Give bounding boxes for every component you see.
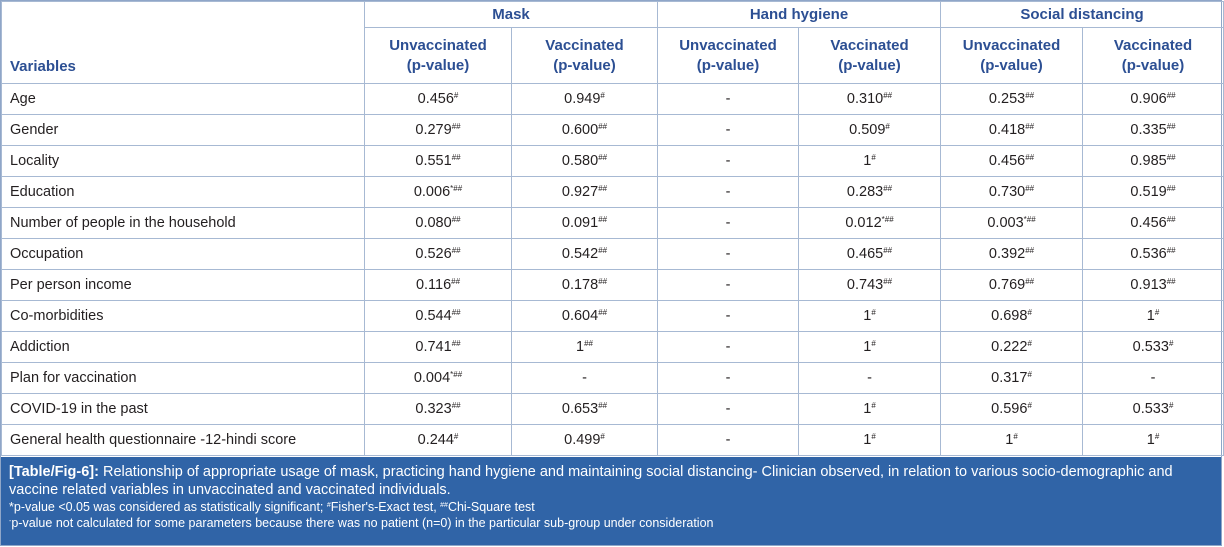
- test-marker: #: [600, 432, 605, 441]
- test-marker: #: [1027, 308, 1032, 317]
- p-value-cell: [941, 332, 1083, 363]
- p-value: 0.509: [849, 122, 886, 138]
- test-marker: ##: [1166, 215, 1176, 224]
- p-value-cell: [799, 177, 941, 208]
- p-value: 0.526: [415, 246, 452, 262]
- p-value-cell: [365, 394, 512, 425]
- p-value: 0.456: [1130, 215, 1167, 231]
- p-value: 0.906: [1130, 91, 1167, 107]
- p-value-cell: [365, 301, 512, 332]
- p-value-cell: [941, 301, 1083, 332]
- p-value-cell: [512, 146, 658, 177]
- table-row: [2, 394, 1224, 425]
- test-marker: #: [1168, 401, 1174, 410]
- subheader-hand-unvaccinated: Unvaccinated (p-value): [658, 28, 799, 84]
- p-value: -: [725, 308, 731, 324]
- p-value: 0.456: [417, 91, 454, 107]
- p-value-cell: [1083, 84, 1224, 115]
- p-value: 0.222: [991, 339, 1028, 355]
- p-value-cell: [658, 270, 799, 301]
- p-value-cell: [941, 394, 1083, 425]
- test-marker: #: [1027, 370, 1032, 379]
- p-value: 0.323: [415, 401, 452, 417]
- p-value-cell: [941, 177, 1083, 208]
- test-marker: ##: [883, 246, 893, 255]
- p-value-cell: [365, 363, 512, 394]
- test-marker: ##: [598, 246, 608, 255]
- p-value: 0.533: [1132, 401, 1169, 417]
- variable-cell: Plan for vaccination: [2, 363, 365, 394]
- p-value-cell: [365, 270, 512, 301]
- test-marker: ##: [598, 277, 608, 286]
- p-value: 0.283: [846, 184, 884, 200]
- p-value-cell: [365, 239, 512, 270]
- table-caption: [1, 457, 1221, 545]
- test-marker: #: [1168, 339, 1174, 348]
- caption-label: [Table/Fig-6]:: [9, 464, 99, 480]
- test-marker: ##: [598, 215, 608, 224]
- p-value-cell: [365, 146, 512, 177]
- test-marker: ##: [1166, 184, 1176, 193]
- p-value: 0.949: [564, 91, 601, 107]
- p-value-cell: [1083, 208, 1224, 239]
- test-marker: ##: [1025, 184, 1035, 193]
- p-value-cell: [658, 146, 799, 177]
- test-marker: ##: [1166, 277, 1176, 286]
- p-value: -: [725, 215, 731, 231]
- footnote-not-calculated: -p-value not calculated for some parameters because there was no patient (n=0) in the particular sub-group under consideration: [9, 516, 714, 530]
- p-value-cell: [512, 301, 658, 332]
- p-value-cell: [365, 332, 512, 363]
- p-value: -: [725, 153, 731, 169]
- p-value-cell: [941, 363, 1083, 394]
- table-row: [2, 239, 1224, 270]
- p-value-cell: [658, 84, 799, 115]
- p-value: -: [725, 91, 731, 107]
- p-value-cell: [512, 239, 658, 270]
- p-value: -: [725, 184, 731, 200]
- subheader-social-vaccinated: Vaccinated (p-value): [1083, 28, 1224, 84]
- variable-cell: COVID-19 in the past: [2, 394, 365, 425]
- test-marker: #: [871, 432, 876, 441]
- p-value: 0.456: [988, 153, 1026, 169]
- p-value: 0.253: [988, 91, 1026, 107]
- caption-text: [9, 463, 1213, 499]
- variable-cell: Education: [2, 177, 365, 208]
- test-marker: #: [871, 308, 876, 317]
- p-value-cell: [1083, 239, 1224, 270]
- p-value: 0.596: [991, 401, 1028, 417]
- p-value: 0.769: [988, 277, 1026, 293]
- p-value: 0.600: [561, 122, 599, 138]
- p-value: 0.536: [1130, 246, 1167, 262]
- p-value-cell: [512, 84, 658, 115]
- table-row: [2, 425, 1224, 456]
- p-value: 0.985: [1130, 153, 1167, 169]
- test-marker: ##: [451, 153, 461, 162]
- test-marker: #: [1027, 401, 1032, 410]
- test-marker: ##: [1025, 153, 1035, 162]
- p-value-cell: [799, 394, 941, 425]
- p-value: 0.743: [846, 277, 884, 293]
- footnote-significance: *p-value <0.05 was considered as statistically significant; #Fisher's-Exact test, ##Chi-Square test: [9, 500, 535, 514]
- test-marker: ##: [1025, 246, 1035, 255]
- group-header-hand-hygiene: Hand hygiene: [658, 2, 941, 28]
- variable-cell: Number of people in the household: [2, 208, 365, 239]
- test-marker: #: [453, 91, 459, 100]
- p-value-cell: [799, 84, 941, 115]
- variable-cell: General health questionnaire -12-hindi score: [2, 425, 365, 456]
- test-marker: #: [871, 153, 876, 162]
- variable-cell: Locality: [2, 146, 365, 177]
- test-marker: #: [885, 122, 890, 131]
- p-value: 0.317: [991, 370, 1028, 386]
- p-value-cell: [658, 425, 799, 456]
- variable-cell: Addiction: [2, 332, 365, 363]
- p-value-cell: [365, 425, 512, 456]
- p-value-cell: [799, 363, 941, 394]
- test-marker: ##: [598, 308, 608, 317]
- p-value-cell: [658, 177, 799, 208]
- p-value-cell: [1083, 115, 1224, 146]
- subheader-mask-vaccinated: Vaccinated (p-value): [512, 28, 658, 84]
- p-value-cell: [658, 239, 799, 270]
- p-value-cell: [1083, 146, 1224, 177]
- p-value-cell: [658, 394, 799, 425]
- p-value: 0.542: [561, 246, 599, 262]
- test-marker: ##: [1166, 91, 1176, 100]
- p-value-cell: [365, 115, 512, 146]
- p-value: 0.244: [417, 432, 454, 448]
- subheader-social-unvaccinated: Unvaccinated (p-value): [941, 28, 1083, 84]
- p-value-cell: [799, 332, 941, 363]
- test-marker: #: [1154, 432, 1160, 441]
- p-value: -: [867, 370, 872, 386]
- test-marker: ##: [1025, 91, 1035, 100]
- p-value-cell: [941, 115, 1083, 146]
- p-value: 0.004: [413, 370, 451, 386]
- p-value: 0.533: [1132, 339, 1169, 355]
- test-marker: ##: [598, 184, 608, 193]
- test-marker: *##: [881, 215, 894, 224]
- p-value-cell: [658, 363, 799, 394]
- p-value: 0.604: [561, 308, 599, 324]
- p-value-cell: [512, 394, 658, 425]
- p-value-cell: [799, 239, 941, 270]
- table-row: [2, 270, 1224, 301]
- variable-cell: Co-morbidities: [2, 301, 365, 332]
- p-value-cell: [658, 301, 799, 332]
- p-value: 0.653: [561, 401, 599, 417]
- p-value: -: [725, 339, 731, 355]
- p-value: -: [1150, 370, 1156, 386]
- test-marker: ##: [883, 91, 893, 100]
- p-value-cell: [941, 84, 1083, 115]
- p-value-cell: [941, 270, 1083, 301]
- p-value: 0.310: [846, 91, 884, 107]
- caption-body: Relationship of appropriate usage of mask, practicing hand hygiene and maintaining social distancing- Clinician observed, in relation to various socio-demographic and vaccine related variables in unvaccinated and vaccinated individuals.: [9, 464, 1173, 498]
- test-marker: ##: [1025, 122, 1035, 131]
- table-row: [2, 84, 1224, 115]
- p-value: 1: [1146, 432, 1155, 448]
- p-value: 0.006: [413, 184, 451, 200]
- p-value: 0.178: [561, 277, 599, 293]
- table-row: [2, 332, 1224, 363]
- group-header-social-distancing: Social distancing: [941, 2, 1224, 28]
- p-value: 1: [863, 401, 872, 417]
- test-marker: ##: [1025, 277, 1035, 286]
- p-value-cell: [1083, 270, 1224, 301]
- table-row: [2, 363, 1224, 394]
- p-value-cell: [512, 332, 658, 363]
- p-value: 0.698: [991, 308, 1028, 324]
- p-value: 1: [863, 153, 872, 169]
- p-value: 0.519: [1130, 184, 1167, 200]
- p-value: 0.003: [987, 215, 1024, 231]
- test-marker: ##: [584, 339, 593, 348]
- p-value: 1: [863, 308, 872, 324]
- p-value: 0.551: [415, 153, 452, 169]
- p-value: 0.544: [415, 308, 452, 324]
- p-value-cell: [658, 115, 799, 146]
- table-body: [2, 84, 1224, 456]
- p-value: -: [582, 370, 587, 386]
- p-value: 0.091: [561, 215, 599, 231]
- p-value: 1: [863, 432, 872, 448]
- p-value: 1: [1005, 432, 1014, 448]
- test-marker: #: [871, 401, 876, 410]
- test-marker: ##: [598, 122, 608, 131]
- p-value: -: [725, 246, 731, 262]
- p-value: 0.012: [845, 215, 882, 231]
- test-marker: ##: [883, 277, 893, 286]
- test-marker: ##: [451, 215, 461, 224]
- p-value: 0.392: [988, 246, 1026, 262]
- p-value-cell: [1083, 177, 1224, 208]
- subheader-mask-unvaccinated: Unvaccinated (p-value): [365, 28, 512, 84]
- p-value: -: [725, 277, 731, 293]
- p-value-cell: [1083, 425, 1224, 456]
- test-marker: ##: [451, 339, 461, 348]
- test-marker: #: [1027, 339, 1032, 348]
- p-value: -: [725, 432, 731, 448]
- variable-cell: Gender: [2, 115, 365, 146]
- test-marker: #: [1013, 432, 1018, 441]
- p-value-cell: [365, 84, 512, 115]
- p-value: 1: [1146, 308, 1155, 324]
- p-value: 0.080: [415, 215, 452, 231]
- variable-cell: Occupation: [2, 239, 365, 270]
- p-value-cell: [658, 208, 799, 239]
- table-row: [2, 208, 1224, 239]
- results-table: [1, 1, 1224, 456]
- p-value-cell: [799, 146, 941, 177]
- p-value: 0.116: [415, 277, 452, 293]
- p-value-cell: [799, 301, 941, 332]
- p-value-cell: [512, 208, 658, 239]
- test-marker: ##: [451, 122, 461, 131]
- p-value: 1: [863, 339, 872, 355]
- p-value-cell: [799, 115, 941, 146]
- table-row: [2, 115, 1224, 146]
- test-marker: ##: [451, 246, 461, 255]
- p-value: 0.335: [1130, 122, 1167, 138]
- p-value-cell: [799, 270, 941, 301]
- p-value: -: [725, 401, 731, 417]
- test-marker: ##: [1166, 122, 1176, 131]
- table-row: [2, 177, 1224, 208]
- p-value-cell: [512, 270, 658, 301]
- p-value-cell: [799, 425, 941, 456]
- test-marker: ##: [1166, 153, 1176, 162]
- p-value-cell: [1083, 394, 1224, 425]
- test-marker: #: [453, 432, 459, 441]
- p-value-cell: [365, 177, 512, 208]
- p-value-cell: [658, 332, 799, 363]
- p-value-cell: [512, 177, 658, 208]
- p-value: 0.913: [1130, 277, 1167, 293]
- test-marker: #: [871, 339, 876, 348]
- table-row: [2, 301, 1224, 332]
- p-value-cell: [941, 425, 1083, 456]
- group-header-row: [2, 2, 1224, 28]
- p-value-cell: [365, 208, 512, 239]
- p-value-cell: [941, 208, 1083, 239]
- test-marker: #: [1154, 308, 1160, 317]
- p-value: 0.279: [415, 122, 452, 138]
- p-value: -: [725, 370, 731, 386]
- p-value: -: [725, 122, 731, 138]
- table-row: [2, 146, 1224, 177]
- p-value-cell: [1083, 332, 1224, 363]
- p-value-cell: [941, 239, 1083, 270]
- test-marker: ##: [451, 401, 461, 410]
- p-value: 1: [576, 339, 585, 355]
- p-value-cell: [941, 146, 1083, 177]
- p-value-cell: [512, 115, 658, 146]
- p-value: 0.730: [988, 184, 1026, 200]
- variable-cell: Per person income: [2, 270, 365, 301]
- test-marker: *##: [450, 184, 463, 193]
- test-marker: ##: [451, 308, 461, 317]
- test-marker: *##: [450, 370, 463, 379]
- test-marker: ##: [598, 153, 608, 162]
- test-marker: *##: [1023, 215, 1036, 224]
- variables-header: Variables: [2, 2, 365, 84]
- group-header-mask: Mask: [365, 2, 658, 28]
- test-marker: ##: [451, 277, 461, 286]
- test-marker: #: [600, 91, 605, 100]
- test-marker: ##: [1166, 246, 1176, 255]
- p-value: 0.741: [415, 339, 452, 355]
- p-value-cell: [799, 208, 941, 239]
- subheader-hand-vaccinated: Vaccinated (p-value): [799, 28, 941, 84]
- p-value: 0.418: [988, 122, 1026, 138]
- p-value-cell: [512, 363, 658, 394]
- test-marker: ##: [598, 401, 608, 410]
- p-value: 0.927: [561, 184, 599, 200]
- p-value-cell: [1083, 363, 1224, 394]
- variable-cell: Age: [2, 84, 365, 115]
- p-value-cell: [1083, 301, 1224, 332]
- p-value-cell: [512, 425, 658, 456]
- test-marker: ##: [883, 184, 893, 193]
- p-value: 0.499: [564, 432, 601, 448]
- p-value: 0.580: [561, 153, 599, 169]
- p-value: 0.465: [846, 246, 884, 262]
